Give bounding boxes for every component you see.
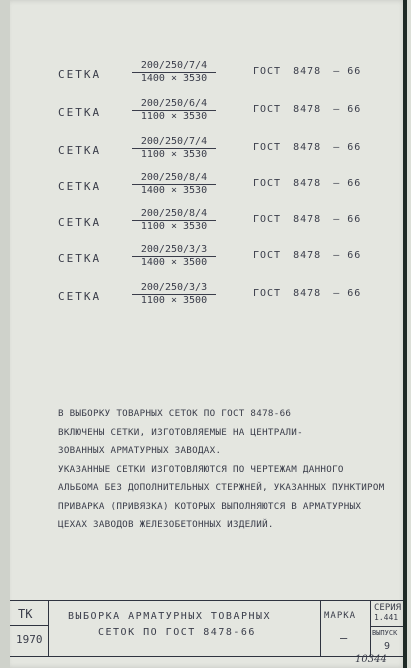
gost-year: — 66 [333,288,362,299]
tk-label: ТК [18,607,33,621]
bottom-border [10,656,407,657]
seria-label: СЕРИЯ [374,603,402,613]
gost-year: — 66 [333,250,362,261]
item-label: СЕТКА [58,290,102,303]
title-cell [48,601,321,657]
spec-size: 1400 × 3530 [140,73,208,84]
gost-label: ГОСТ [253,66,282,77]
spec-fraction [128,172,220,197]
spec-code: 200/250/7/4 [140,60,208,71]
gost-year: — 66 [333,66,362,77]
spec-row [10,60,407,90]
year-label: 1970 [16,633,43,646]
standard-ref [253,66,373,77]
note-line: АЛЬБОМА БЕЗ ДОПОЛНИТЕЛЬНЫХ СТЕРЖНЕЙ, УКАЗАННЫХ ПУНКТИРОМ [58,482,385,493]
seria-value: 1.441 [374,613,399,622]
standard-ref [253,178,373,189]
spec-size: 1400 × 3530 [140,185,208,196]
spec-row [10,244,407,274]
spec-fraction [128,60,220,85]
gost-label: ГОСТ [253,214,282,225]
spec-code: 200/250/3/3 [140,282,208,293]
sheet-number: 10344 [355,654,387,665]
item-label: СЕТКА [58,216,102,229]
item-label: СЕТКА [58,252,102,265]
note-paragraph [58,405,408,535]
spec-fraction [128,208,220,233]
spec-size: 1100 × 3500 [140,295,208,306]
page-edge-left [0,0,10,668]
title-line-2: СЕТОК ПО ГОСТ 8478-66 [98,627,256,638]
gost-number: 8478 [293,288,322,299]
gost-year: — 66 [333,214,362,225]
spec-row [10,282,407,312]
spec-row [10,136,407,166]
gost-year: — 66 [333,178,362,189]
gost-number: 8478 [293,66,322,77]
item-label: СЕТКА [58,144,102,157]
spec-fraction [128,244,220,269]
spec-fraction [128,282,220,307]
item-label: СЕТКА [58,180,102,193]
spec-size: 1400 × 3500 [140,257,208,268]
spec-size: 1100 × 3530 [140,149,208,160]
vypusk-value: 9 [384,641,391,652]
gost-number: 8478 [293,104,322,115]
gost-label: ГОСТ [253,142,282,153]
spec-size: 1100 × 3530 [140,111,208,122]
gost-label: ГОСТ [253,250,282,261]
note-line: ЦЕХАХ ЗАВОДОВ ЖЕЛЕЗОБЕТОННЫХ ИЗДЕЛИЙ. [58,519,274,530]
standard-ref [253,142,373,153]
spec-code: 200/250/8/4 [140,172,208,183]
standard-ref [253,104,373,115]
title-line-1: ВЫБОРКА АРМАТУРНЫХ ТОВАРНЫХ [68,611,272,622]
item-label: СЕТКА [58,106,102,119]
spec-code: 200/250/8/4 [140,208,208,219]
gost-number: 8478 [293,214,322,225]
spec-fraction [128,136,220,161]
standard-ref [253,288,373,299]
page-edge-right [403,0,407,668]
spec-code: 200/250/3/3 [140,244,208,255]
spec-code: 200/250/7/4 [140,136,208,147]
spec-row [10,98,407,128]
spec-row [10,208,407,238]
marka-value: — [340,631,348,645]
marka-cell [320,601,371,657]
title-block [10,600,407,657]
spec-code: 200/250/6/4 [140,98,208,109]
gost-number: 8478 [293,142,322,153]
marka-label: МАРКА [324,611,357,621]
gost-label: ГОСТ [253,178,282,189]
seria-cell [370,601,407,657]
spec-fraction [128,98,220,123]
note-line: В ВЫБОРКУ ТОВАРНЫХ СЕТОК ПО ГОСТ 8478-66 [58,408,292,419]
gost-year: — 66 [333,142,362,153]
vypusk-label: ВЫПУСК [372,629,398,637]
gost-number: 8478 [293,250,322,261]
note-line: ВКЛЮЧЕНЫ СЕТКИ, ИЗГОТОВЛЯЕМЫЕ НА ЦЕНТРАЛИ- [58,426,303,438]
spec-size: 1100 × 3530 [140,221,208,232]
note-line: ЗОВАННЫХ АРМАТУРНЫХ ЗАВОДАХ. [58,445,222,456]
gost-label: ГОСТ [253,288,282,299]
spec-row [10,172,407,202]
note-line: УКАЗАННЫЕ СЕТКИ ИЗГОТОВЛЯЮТСЯ ПО ЧЕРТЕЖАМ ДАННОГО [58,463,344,475]
gost-label: ГОСТ [253,104,282,115]
document-sheet [10,0,407,668]
standard-ref [253,214,373,225]
item-label: СЕТКА [58,68,102,81]
gost-year: — 66 [333,104,362,115]
standard-ref [253,250,373,261]
gost-number: 8478 [293,178,322,189]
note-line: ПРИВАРКА (ПРИВЯЗКА) КОТОРЫХ ВЫПОЛНЯЮТСЯ В АРМАТУРНЫХ [58,500,362,512]
tk-cell [10,601,49,657]
